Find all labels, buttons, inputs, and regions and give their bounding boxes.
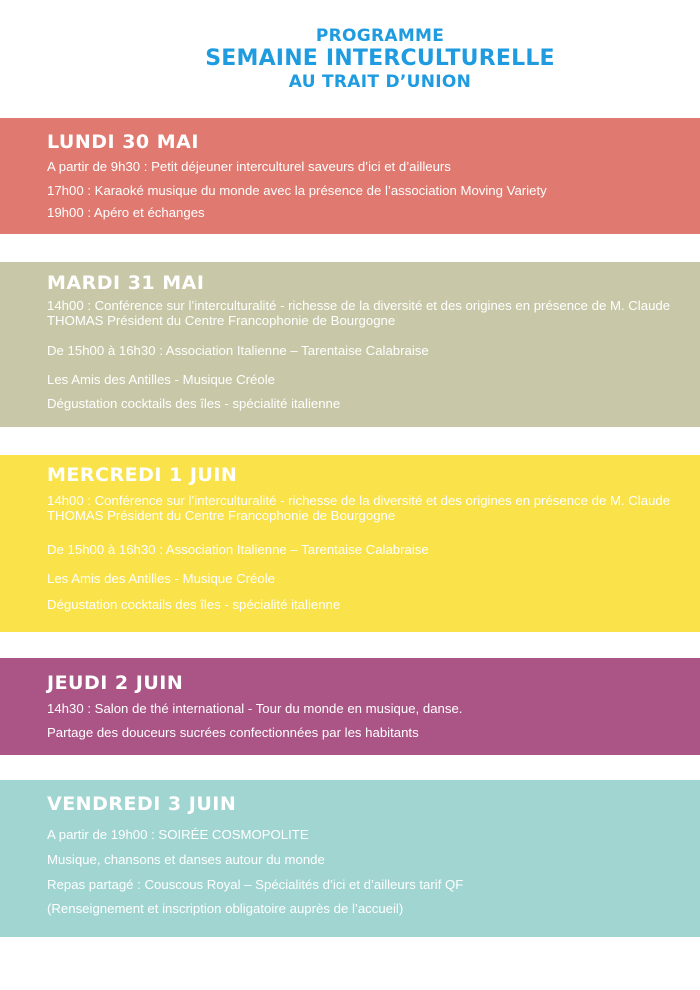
day-block-friday	[0, 780, 700, 937]
page-title	[0, 28, 700, 91]
event-item: Dégustation cocktails des îles - spécialité italienne	[47, 396, 341, 411]
event-item: Les Amis des Antilles - Musique Créole	[47, 372, 275, 387]
day-block-wednesday	[0, 455, 700, 632]
event-item: Repas partagé : Couscous Royal – Spécialités d’ici et d’ailleurs tarif QF	[47, 877, 464, 892]
day-title: LUNDI 30 MAI	[47, 131, 199, 153]
day-title: VENDREDI 3 JUIN	[47, 793, 237, 815]
title-line-programme: PROGRAMME	[315, 26, 445, 46]
event-item: Partage des douceurs sucrées confectionnées par les habitants	[47, 725, 419, 740]
event-item: A partir de 19h00 : SOIRÉE COSMOPOLITE	[47, 827, 309, 842]
event-item: 17h00 : Karaoké musique du monde avec la présence de l’association Moving Variety	[47, 183, 547, 198]
event-item: A partir de 9h30 : Petit déjeuner interculturel saveurs d’ici et d’ailleurs	[47, 159, 451, 174]
event-item: 14h00 : Conférence sur l’interculturalité - richesse de la diversité et des origines en présence de M. Claude THOMAS Président du Centre Francophonie de Bourgogne	[47, 298, 671, 328]
day-block-tuesday	[0, 262, 700, 427]
event-item: 14h30 : Salon de thé international - Tour du monde en musique, danse.	[47, 701, 463, 716]
title-line-trait-union: AU TRAIT D’UNION	[288, 72, 472, 92]
day-title: JEUDI 2 JUIN	[47, 672, 184, 694]
event-item: De 15h00 à 16h30 : Association Italienne – Tarentaise Calabraise	[47, 343, 429, 358]
event-item: De 15h00 à 16h30 : Association Italienne – Tarentaise Calabraise	[47, 542, 429, 557]
day-title: MERCREDI 1 JUIN	[47, 464, 238, 486]
day-block-monday	[0, 118, 700, 234]
title-line-semaine: SEMAINE INTERCULTURELLE	[205, 46, 555, 71]
event-item: Musique, chansons et danses autour du monde	[47, 852, 325, 867]
event-item: 14h00 : Conférence sur l’interculturalité - richesse de la diversité et des origines en présence de M. Claude THOMAS Président du Centre Francophonie de Bourgogne	[47, 493, 671, 523]
day-block-thursday	[0, 658, 700, 755]
event-item: (Renseignement et inscription obligatoire auprès de l’accueil)	[47, 901, 404, 916]
day-title: MARDI 31 MAI	[47, 272, 205, 294]
event-item: Dégustation cocktails des îles - spécialité italienne	[47, 597, 341, 612]
event-item: 19h00 : Apéro et échanges	[47, 205, 205, 220]
event-item: Les Amis des Antilles - Musique Créole	[47, 571, 275, 586]
